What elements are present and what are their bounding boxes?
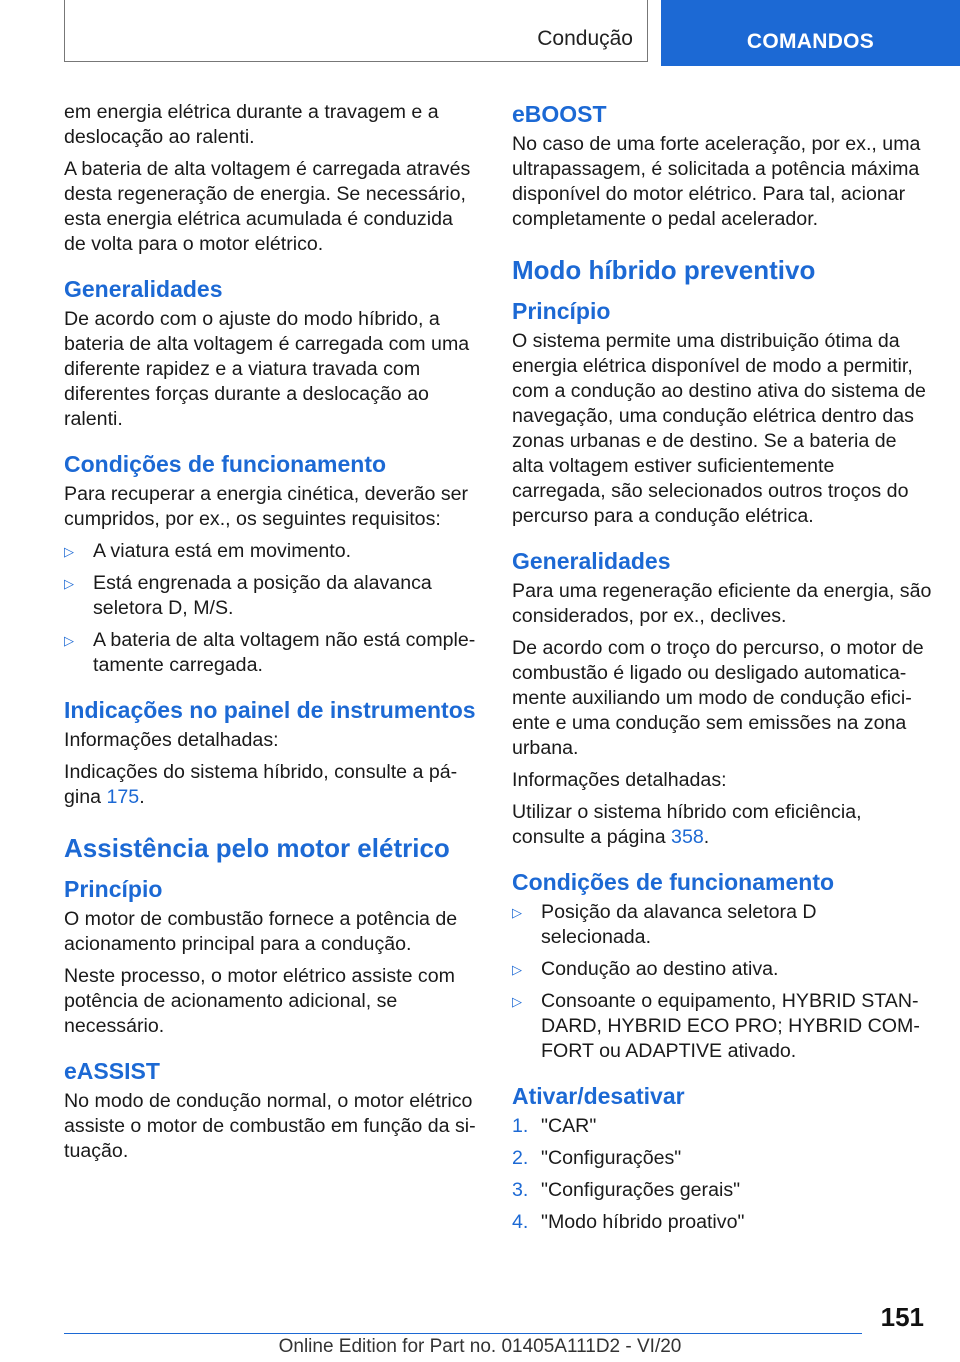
list-item: [64, 539, 479, 564]
bullet-arrow-icon: ▷: [64, 544, 74, 559]
left-column: [64, 100, 479, 1171]
numbered-step: [512, 1178, 932, 1203]
right-column: [512, 100, 932, 1242]
numbered-step: [512, 1210, 932, 1235]
heading-principio: Princípio: [64, 876, 163, 902]
footer-divider: [64, 1333, 862, 1334]
paragraph: No caso de uma forte aceleração, por ex., uma ultrapassagem, é solicitada a potência máxima disponível do motor elétrico. Para tal, acionar completamente o pedal acelerador.: [512, 133, 921, 230]
list-item: [512, 989, 932, 1064]
paragraph: Informações detalhadas:: [64, 729, 279, 751]
section-tab-label: Condução: [537, 27, 633, 50]
paragraph-text: Indicações do sistema híbrido, consulte a página: [64, 761, 458, 808]
page-header: [0, 0, 960, 66]
paragraph: O sistema permite uma distribuição ótima da energia elétrica disponível de modo a permitir, com a condução ao destino ativa do sistema de navegação, uma condução elétrica dentro das zonas urbanas e de destino. Se a bateria de alta voltagem estiver suficientemente carregada, são selecionados outros troços do percurso para a condução elétrica.: [512, 330, 926, 527]
list-item-text: Está engrenada a posição da alavanca seletora D, M/S.: [93, 572, 432, 619]
heading-modo-hibrido: Modo híbrido preventivo: [512, 255, 816, 285]
heading-ativar: Ativar/desativar: [512, 1083, 685, 1109]
paragraph: Para uma regeneração eficiente da energia, são considerados, por ex., declives.: [512, 580, 932, 627]
page-number: 151: [880, 1302, 924, 1332]
numbered-step: [512, 1114, 932, 1139]
bullet-arrow-icon: ▷: [512, 994, 522, 1009]
paragraph-end: .: [703, 826, 710, 848]
list-item-text: Condução ao destino ativa.: [541, 958, 779, 980]
heading-condicoes: Condições de funcionamento: [64, 451, 387, 477]
paragraph: Informações detalhadas:: [512, 769, 727, 791]
paragraph: [64, 760, 479, 810]
list-item: [512, 900, 932, 950]
paragraph: Neste processo, o motor elétrico assiste com potência de acionamento adicional, se necessário.: [64, 965, 455, 1037]
bullet-arrow-icon: ▷: [512, 962, 522, 977]
paragraph: em energia elétrica durante a travagem e a deslocação ao ralenti.: [64, 101, 439, 148]
list-item-text: Posição da alavanca seletora D selecionada.: [541, 901, 817, 948]
paragraph: De acordo com o troço do percurso, o motor de combustão é ligado ou desligado automaticamente auxiliando um modo de condução eficiente e uma condução sem emissões na zona urbana.: [512, 637, 924, 759]
list-item-text: A bateria de alta voltagem não está completamente carregada.: [93, 629, 476, 676]
heading-generalidades: Generalidades: [512, 548, 671, 574]
paragraph: [512, 800, 932, 850]
step-number: 4.: [512, 1211, 529, 1233]
list-item: [64, 571, 479, 621]
heading-eassist: eASSIST: [64, 1058, 160, 1084]
page-link[interactable]: 358: [671, 826, 704, 848]
heading-indicacoes: Indicações no painel de instrumentos: [64, 697, 476, 723]
paragraph: A bateria de alta voltagem é carregada através desta regeneração de energia. Se necessário, esta energia elétrica acumulada é conduzida de volta para o motor elétrico.: [64, 158, 471, 255]
paragraph-end: .: [139, 786, 145, 808]
section-tab[interactable]: [64, 0, 648, 62]
bullet-arrow-icon: ▷: [512, 905, 522, 920]
footer-edition: Online Edition for Part no. 01405A111D2 - VI/20: [278, 1336, 682, 1357]
step-text: "Configurações": [541, 1147, 682, 1169]
chapter-tab[interactable]: COMANDOS: [661, 0, 960, 66]
paragraph: O motor de combustão fornece a potência de acionamento principal para a condução.: [64, 908, 458, 955]
heading-assistencia: Assistência pelo motor elétrico: [64, 833, 450, 863]
step-text: "Modo híbrido proativo": [541, 1211, 745, 1233]
paragraph-text: Utilizar o sistema híbrido com eficiência, consulte a página: [512, 801, 862, 848]
bullet-arrow-icon: ▷: [64, 576, 74, 591]
step-number: 1.: [512, 1115, 529, 1137]
step-text: "Configurações gerais": [541, 1179, 741, 1201]
paragraph: Para recuperar a energia cinética, deverão ser cumpridos, por ex., os seguintes requisitos:: [64, 483, 469, 530]
heading-principio: Princípio: [512, 298, 611, 324]
numbered-step: [512, 1146, 932, 1171]
step-text: "CAR": [541, 1115, 597, 1137]
page-link[interactable]: 175: [106, 786, 140, 808]
bullet-arrow-icon: ▷: [64, 633, 74, 648]
paragraph: De acordo com o ajuste do modo híbrido, a bateria de alta voltagem é carregada com uma diferente rapidez e a viatura travada com diferentes forças durante a deslocação ao ralenti.: [64, 308, 470, 430]
list-item-text: A viatura está em movimento.: [93, 540, 352, 562]
list-item: [64, 628, 479, 678]
step-number: 3.: [512, 1179, 529, 1201]
list-item-text: Consoante o equipamento, HYBRID STANDARD, HYBRID ECO PRO; HYBRID COMFORT ou ADAPTIVE ativado.: [541, 990, 920, 1062]
heading-eboost: eBOOST: [512, 101, 607, 127]
list-item: [512, 957, 932, 982]
step-number: 2.: [512, 1147, 529, 1169]
heading-generalidades: Generalidades: [64, 276, 223, 302]
heading-condicoes: Condições de funcionamento: [512, 869, 835, 895]
paragraph: No modo de condução normal, o motor elétrico assiste o motor de combustão em função da situação.: [64, 1090, 476, 1162]
